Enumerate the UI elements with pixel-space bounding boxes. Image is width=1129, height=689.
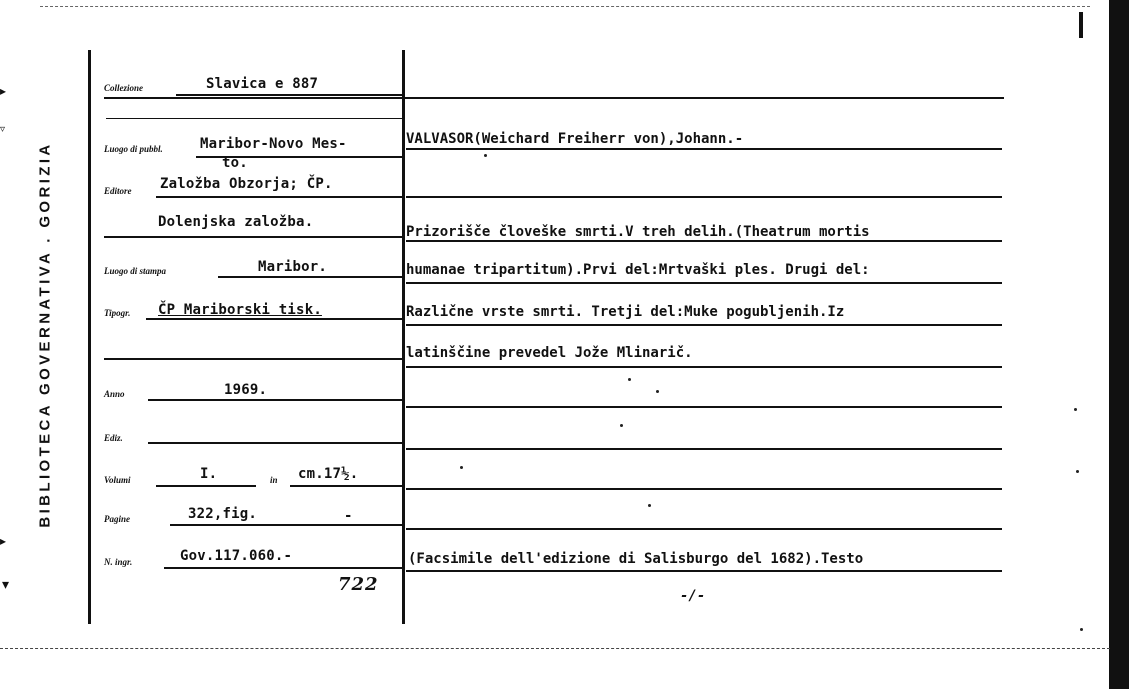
center-rule — [402, 50, 405, 624]
value-formato: cm.17½. — [298, 466, 359, 482]
label-volumi: Volumi — [104, 475, 131, 485]
bottom-edge — [0, 648, 1110, 649]
rule — [406, 528, 1002, 530]
value-volumi: I. — [200, 466, 218, 482]
rule — [406, 570, 1002, 572]
value-luogo-pubbl-1: Maribor-Novo Mes- — [200, 136, 347, 152]
edge-arrow-icon: ▸ — [0, 84, 7, 98]
value-pagine: 322,fig. — [188, 506, 258, 522]
value-editore-2: Dolenjska založba. — [158, 214, 314, 230]
rule — [148, 442, 402, 444]
title-line-4: latinščine prevedel Jože Mlinarič. — [406, 345, 693, 361]
title-line-1: Prizorišče človeške smrti.V treh delih.(Theatrum mortis — [406, 224, 870, 240]
label-pagine: Pagine — [104, 514, 130, 524]
label-in: in — [270, 475, 278, 485]
rule — [406, 240, 1002, 242]
edge-arrow-icon: ▿ — [0, 124, 6, 135]
speck — [648, 504, 651, 507]
library-side-label: BIBLIOTECA GOVERNATIVA . GORIZIA — [36, 141, 54, 528]
left-rule — [88, 50, 91, 624]
label-luogo-stampa: Luogo di stampa — [104, 266, 167, 276]
title-line-3: Različne vrste smrti. Tretji del:Muke pogubljenih.Iz — [406, 304, 845, 320]
label-luogo-pubbl: Luogo di pubbl. — [104, 144, 163, 154]
rule — [104, 358, 404, 360]
speck — [656, 390, 659, 393]
rule — [156, 196, 402, 198]
value-pagine-suffix: - — [344, 508, 353, 524]
rule — [406, 406, 1002, 408]
label-n-ingr: N. ingr. — [104, 557, 133, 567]
rule — [406, 366, 1002, 368]
rule — [406, 488, 1002, 490]
label-tipografia: Tipogr. — [104, 308, 131, 318]
rule — [148, 399, 402, 401]
label-ediz: Ediz. — [104, 433, 123, 443]
rule — [156, 485, 256, 487]
speck — [484, 154, 487, 157]
rule — [170, 524, 402, 526]
label-anno: Anno — [104, 389, 125, 399]
speck — [1074, 408, 1077, 411]
rule — [146, 318, 402, 320]
rule — [406, 148, 1002, 150]
title-line-2: humanae tripartitum).Prvi del:Mrtvaški ples. Drugi del: — [406, 262, 870, 278]
value-tipografia: ČP Mariborski tisk. — [158, 302, 322, 318]
rule — [104, 97, 404, 99]
value-luogo-stampa: Maribor. — [258, 259, 328, 275]
label-editore: Editore — [104, 186, 132, 196]
note-line: (Facsimile dell'edizione di Salisburgo del 1682).Testo — [408, 551, 864, 567]
value-anno: 1969. — [224, 382, 268, 398]
edge-arrow-icon: ▾ — [2, 577, 10, 593]
speck — [1080, 628, 1083, 631]
rule — [164, 567, 402, 569]
top-edge — [40, 6, 1090, 7]
speck — [1076, 470, 1079, 473]
rule — [218, 276, 402, 278]
continuation-mark: -/- — [680, 588, 706, 604]
rule — [404, 97, 1004, 99]
value-n-ingr: Gov.117.060.- — [180, 548, 293, 564]
speck — [628, 378, 631, 381]
rule — [290, 485, 402, 487]
value-luogo-pubbl-2: to. — [222, 155, 248, 171]
rule — [104, 236, 404, 238]
author-heading: VALVASOR(Weichard Freiherr von),Johann.- — [406, 131, 744, 147]
edge-mark — [1079, 12, 1083, 38]
rule — [176, 94, 402, 96]
rule — [106, 118, 404, 119]
scan-right-edge — [1109, 0, 1129, 689]
label-collezione: Collezione — [104, 83, 144, 93]
rule — [406, 448, 1002, 450]
rule — [406, 196, 1002, 198]
edge-arrow-icon: ▸ — [0, 534, 7, 548]
speck — [460, 466, 463, 469]
value-editore-1: Založba Obzorja; ČP. — [160, 176, 333, 192]
rule — [406, 324, 1002, 326]
value-collezione: Slavica e 887 — [206, 76, 319, 92]
speck — [620, 424, 623, 427]
handwritten-number: 722 — [338, 574, 379, 595]
rule — [406, 282, 1002, 284]
